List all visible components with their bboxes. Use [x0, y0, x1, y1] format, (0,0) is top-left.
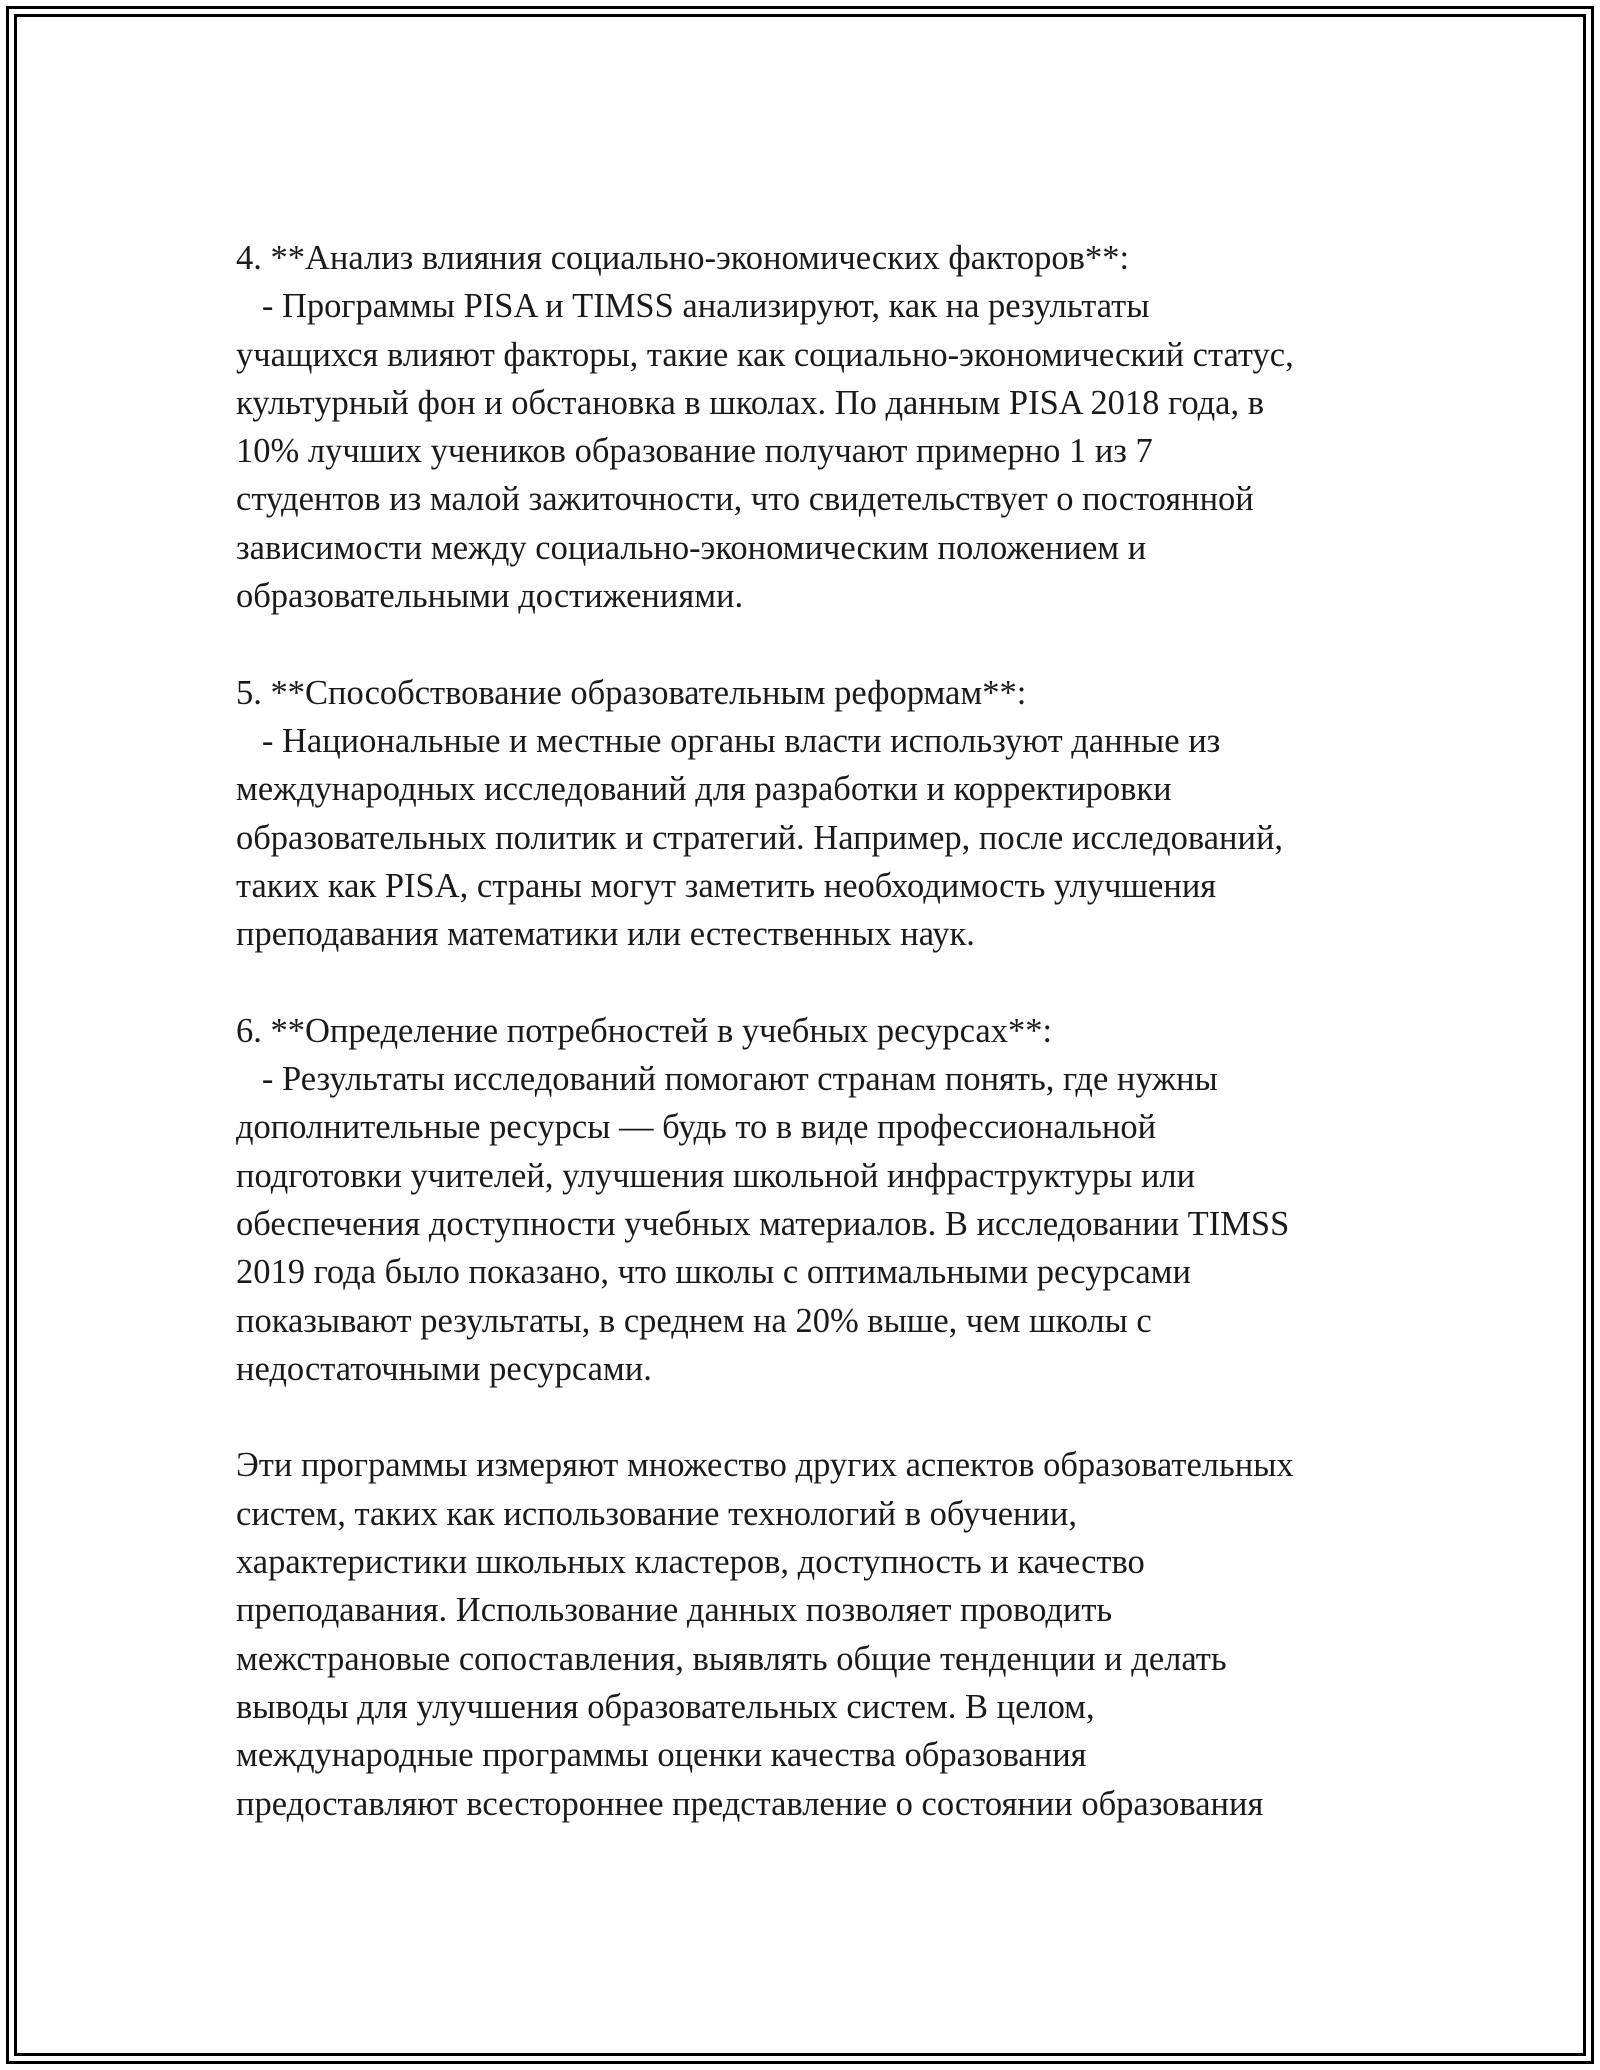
text-line: подготовки учителей, улучшения школьной инфраструктуры или	[236, 1156, 1196, 1195]
text-line: предоставляют всестороннее представление о состоянии образования	[236, 1784, 1264, 1823]
text-line: культурный фон и обстановка в школах. По данным PISA 2018 года, в	[236, 383, 1264, 422]
text-line: дополнительные ресурсы — будь то в виде профессиональной	[236, 1108, 1157, 1147]
text-line: образовательных политик и стратегий. Например, после исследований,	[236, 818, 1284, 857]
text-line: таких как PISA, страны могут заметить необходимость улучшения	[236, 866, 1217, 905]
text-line: показывают результаты, в среднем на 20% выше, чем школы с	[236, 1301, 1152, 1340]
text-line: преподавания математики или естественных наук.	[236, 915, 975, 954]
text-line: выводы для улучшения образовательных систем. В целом,	[236, 1687, 1095, 1726]
section-education-reforms	[236, 669, 1386, 959]
text-line: характеристики школьных кластеров, доступность и качество	[236, 1543, 1145, 1582]
closing-paragraph	[236, 1441, 1386, 1827]
text-line: зависимости между социально-экономическим положением и	[236, 528, 1147, 567]
text-line: обеспечения доступности учебных материалов. В исследовании TIMSS	[236, 1204, 1290, 1243]
text-line: - Национальные и местные органы власти используют данные из	[236, 721, 1221, 760]
text-line: недостаточными ресурсами.	[236, 1349, 652, 1388]
section-learning-resources	[236, 1007, 1386, 1393]
text-line: учащихся влияют факторы, такие как социально-экономический статус,	[236, 335, 1294, 374]
text-line: преподавания. Использование данных позволяет проводить	[236, 1591, 1113, 1630]
text-line: - Результаты исследований помогают странам понять, где нужны	[236, 1060, 1218, 1099]
text-line: систем, таких как использование технологий в обучении,	[236, 1494, 1078, 1533]
document-body	[236, 234, 1386, 1828]
text-line: образовательными достижениями.	[236, 577, 744, 616]
text-line: Эти программы измеряют множество других аспектов образовательных	[236, 1446, 1294, 1485]
text-line: студентов из малой зажиточности, что свидетельствует о постоянной	[236, 480, 1254, 519]
section-heading: 5. **Способствование образовательным реформам**:	[236, 673, 1027, 712]
text-line: 2019 года было показано, что школы с оптимальными ресурсами	[236, 1253, 1191, 1292]
text-line: 10% лучших учеников образование получают примерно 1 из 7	[236, 432, 1153, 471]
text-line: межстрановые сопоставления, выявлять общие тенденции и делать	[236, 1639, 1227, 1678]
text-line: - Программы PISA и TIMSS анализируют, как на результаты	[236, 287, 1150, 326]
text-line: международные программы оценки качества образования	[236, 1736, 1087, 1775]
section-heading: 4. **Анализ влияния социально-экономических факторов**:	[236, 239, 1130, 277]
text-line: международных исследований для разработки и корректировки	[236, 770, 1172, 809]
section-socioeconomic-factors	[236, 234, 1386, 620]
section-heading: 6. **Определение потребностей в учебных ресурсах**:	[236, 1011, 1053, 1050]
